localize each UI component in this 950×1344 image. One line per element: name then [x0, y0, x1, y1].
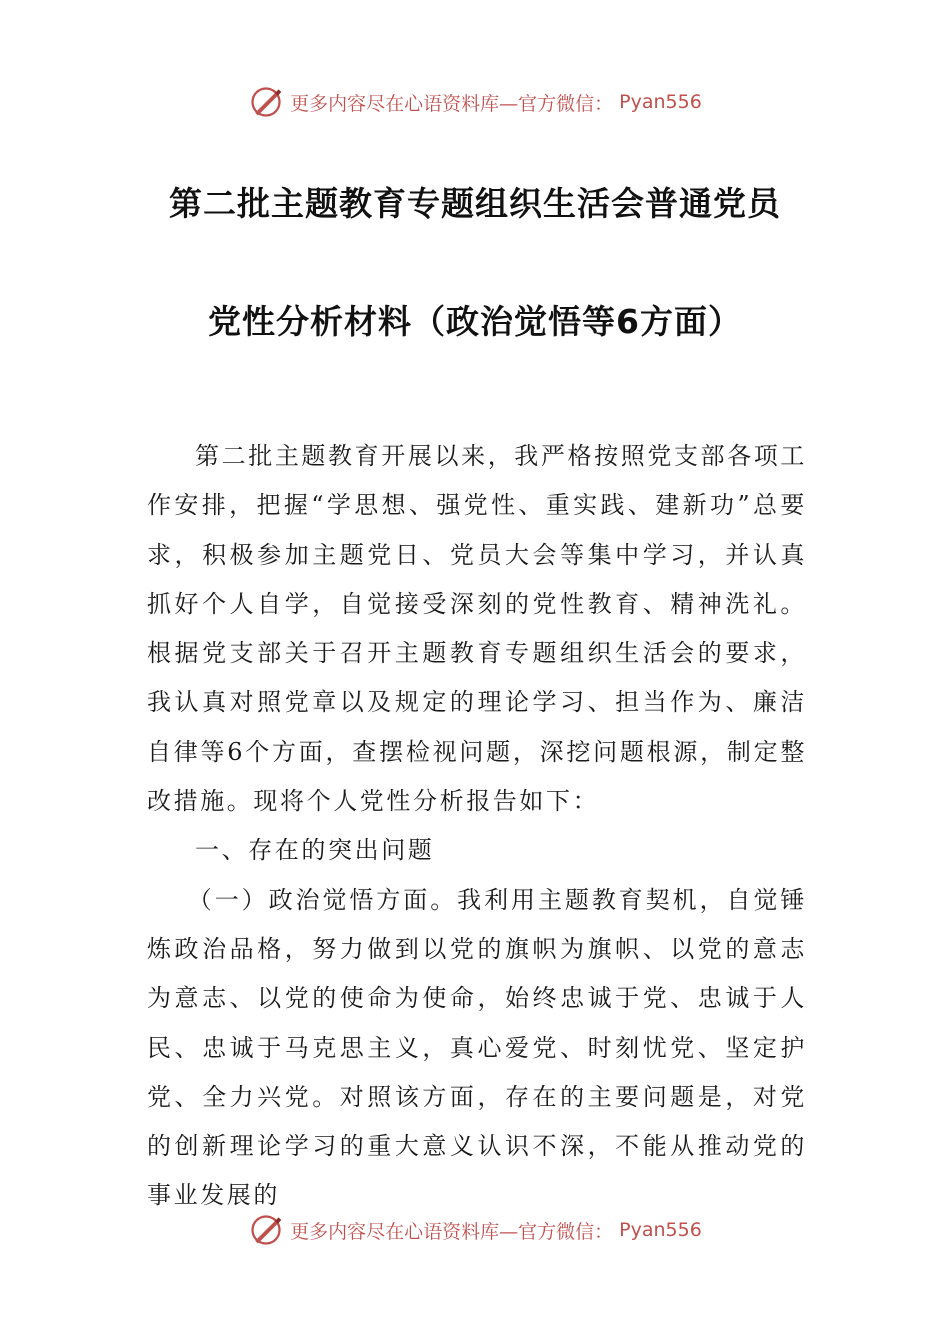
header-banner-text: 更多内容尽在心语资料库—官方微信： [290, 92, 614, 115]
paragraph-intro: 第二批主题教育开展以来，我严格按照党支部各项工作安排，把握“学思想、强党性、重实践、建新功”总要求，积极参加主题党日、党员大会等集中学习，并认真抓好个人自学，自觉接受深刻的党性教育、精神洗礼。根据党支部关于召开主题教育专题组织生活会的要求，我认真对照党章以及规定的理论学习、担当作为、廉洁自律等6个方面，查摆检视问题，深挖问题根源，制定整改措施。现将个人党性分析报告如下： [147, 442, 807, 816]
footer-banner [0, 1212, 950, 1248]
pen-logo-icon [248, 1212, 284, 1248]
footer-wechat-id: Pyan556 [619, 1219, 702, 1241]
header-banner [0, 84, 950, 120]
document-title-line2: 党性分析材料（政治觉悟等6方面） [208, 302, 742, 341]
paragraph-political-awareness: （一）政治觉悟方面。我利用主题教育契机，自觉锤炼政治品格，努力做到以党的旗帜为旗帜、以党的意志为意志、以党的使命为使命，始终忠诚于党、忠诚于人民、忠诚于马克思主义，真心爱党、时刻忧党、坚定护党、全力兴党。对照该方面，存在的主要问题是，对党的创新理论学习的重大意义认识不深，不能从推动党的事业发展的 [147, 885, 807, 1210]
document-title-line1: 第二批主题教育专题组织生活会普通党员 [169, 184, 781, 223]
document-body [147, 432, 807, 1221]
section-heading-issues: 一、存在的突出问题 [195, 836, 435, 865]
pen-logo-icon [248, 84, 284, 120]
footer-banner-text: 更多内容尽在心语资料库—官方微信： [290, 1220, 614, 1243]
header-wechat-id: Pyan556 [619, 91, 702, 113]
